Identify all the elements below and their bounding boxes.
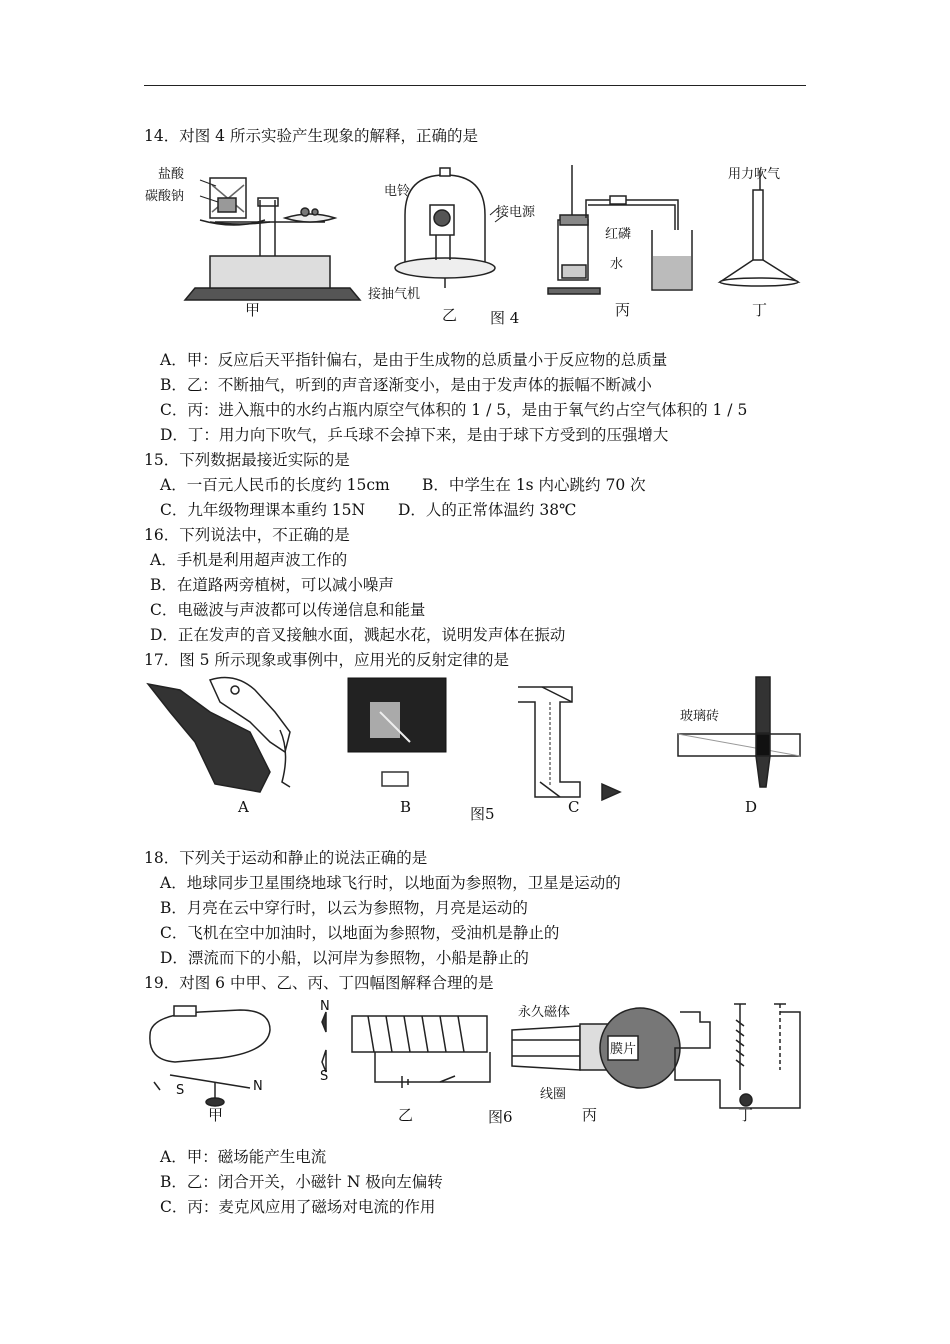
q15-option-a: A．一百元人民币的长度约 15cm (160, 476, 390, 494)
panel-ding: 丁 (752, 301, 768, 319)
q14-stem: 14．对图 4 所示实验产生现象的解释，正确的是 (144, 127, 478, 145)
panel-bing: 丙 (615, 301, 631, 319)
microphone-illustration (512, 1008, 680, 1088)
label-glass-brick: 玻璃砖 (680, 709, 720, 724)
q16-option-b: B．在道路两旁植树，可以减小噪声 (150, 576, 394, 594)
figure-5-caption: 图5 (470, 805, 495, 823)
panel-bing-6: 丙 (582, 1106, 598, 1124)
panel-yi: 乙 (442, 306, 458, 324)
q18-stem: 18．下列关于运动和静止的说法正确的是 (144, 849, 428, 867)
q16-option-a: A．手机是利用超声波工作的 (150, 551, 348, 569)
figure-4-caption: 图 4 (490, 309, 520, 327)
q17-stem: 17．图 5 所示现象或事例中，应用光的反射定律的是 (144, 651, 509, 669)
figure-6-caption: 图6 (488, 1108, 513, 1126)
figure-6 (140, 1000, 810, 1128)
panel-jia: 甲 (245, 301, 261, 319)
q18-option-d: D．漂流而下的小船，以河岸为参照物，小船是静止的 (160, 949, 529, 967)
label-compass-n: N (253, 1079, 263, 1094)
q14-option-b: B．乙：不断抽气，听到的声音逐渐变小，是由于发声体的振幅不断减小 (160, 376, 652, 394)
q19-option-a: A．甲：磁场能产生电流 (160, 1148, 327, 1166)
dark-screen-illustration (348, 678, 446, 786)
q19-stem: 19．对图 6 中甲、乙、丙、丁四幅图解释合理的是 (144, 974, 494, 992)
figure-4 (140, 160, 820, 335)
q15-stem: 15．下列数据最接近实际的是 (144, 451, 350, 469)
label-needle-s: S (320, 1069, 329, 1084)
label-compass-s: S (176, 1083, 185, 1098)
balance-illustration (185, 178, 360, 300)
panel-ding-6: 丁 (738, 1106, 754, 1124)
q15-option-d: D．人的正常体温约 38℃ (398, 501, 577, 519)
panel-jia-6: 甲 (208, 1106, 224, 1124)
funnel-illustration (720, 170, 798, 286)
q16-stem: 16．下列说法中，不正确的是 (144, 526, 350, 544)
panel-c: C (568, 798, 580, 816)
figure-5 (140, 672, 810, 827)
q15-option-c: C．九年级物理课本重约 15N (160, 501, 366, 519)
solenoid-illustration (322, 1012, 490, 1088)
q19-option-b: B．乙：闭合开关，小磁针 N 极向左偏转 (160, 1173, 443, 1191)
electromagnet-illustration (675, 1004, 800, 1108)
hand-shadow-illustration (148, 678, 290, 792)
label-power-source: 接电源 (496, 205, 536, 220)
bell-jar-illustration (395, 168, 503, 288)
header-rule (144, 85, 806, 86)
panel-d: D (745, 798, 758, 816)
q14-option-a: A．甲：反应后天平指针偏右，是由于生成物的总质量小于反应物的总质量 (160, 351, 668, 369)
q18-option-b: B．月亮在云中穿行时，以云为参照物，月亮是运动的 (160, 899, 528, 917)
periscope-illustration (518, 687, 620, 800)
q19-option-c: C．丙：麦克风应用了磁场对电流的作用 (160, 1198, 436, 1216)
q18-option-a: A．地球同步卫星围绕地球飞行时，以地面为参照物，卫星是运动的 (160, 874, 621, 892)
label-water: 水 (610, 257, 624, 272)
q15-option-b: B．中学生在 1s 内心跳约 70 次 (422, 476, 646, 494)
q16-option-d: D．正在发声的音叉接触水面，溅起水花，说明发声体在振动 (150, 626, 566, 644)
glass-brick-illustration (678, 677, 800, 787)
label-sodium-carbonate: 碳酸钠 (145, 189, 185, 204)
q14-option-c: C．丙：进入瓶中的水约占瓶内原空气体积的 1 / 5，是由于氧气约占空气体积的 1 / 5 (160, 401, 748, 419)
label-red-phosphorus: 红磷 (605, 227, 632, 242)
label-blow-hard: 用力吹气 (728, 167, 781, 182)
label-coil: 线圈 (540, 1087, 567, 1102)
label-electric-bell: 电铃 (384, 184, 411, 199)
q15-row-1 (160, 475, 646, 495)
panel-b: B (400, 798, 412, 816)
q15-row-2 (160, 500, 577, 520)
q14-option-d: D．丁：用力向下吹气，乒乓球不会掉下来，是由于球下方受到的压强增大 (160, 426, 669, 444)
q16-option-c: C．电磁波与声波都可以传递信息和能量 (150, 601, 426, 619)
q18-option-c: C．飞机在空中加油时，以地面为参照物，受油机是静止的 (160, 924, 560, 942)
panel-yi-6: 乙 (398, 1106, 414, 1124)
label-needle-n: N (320, 1000, 330, 1014)
oersted-illustration (150, 1006, 270, 1106)
label-hydrochloric-acid: 盐酸 (158, 167, 185, 182)
label-permanent-magnet: 永久磁体 (518, 1005, 571, 1020)
label-vacuum-pump: 接抽气机 (368, 287, 421, 302)
panel-a: A (238, 798, 249, 816)
label-diaphragm: 膜片 (610, 1042, 637, 1057)
